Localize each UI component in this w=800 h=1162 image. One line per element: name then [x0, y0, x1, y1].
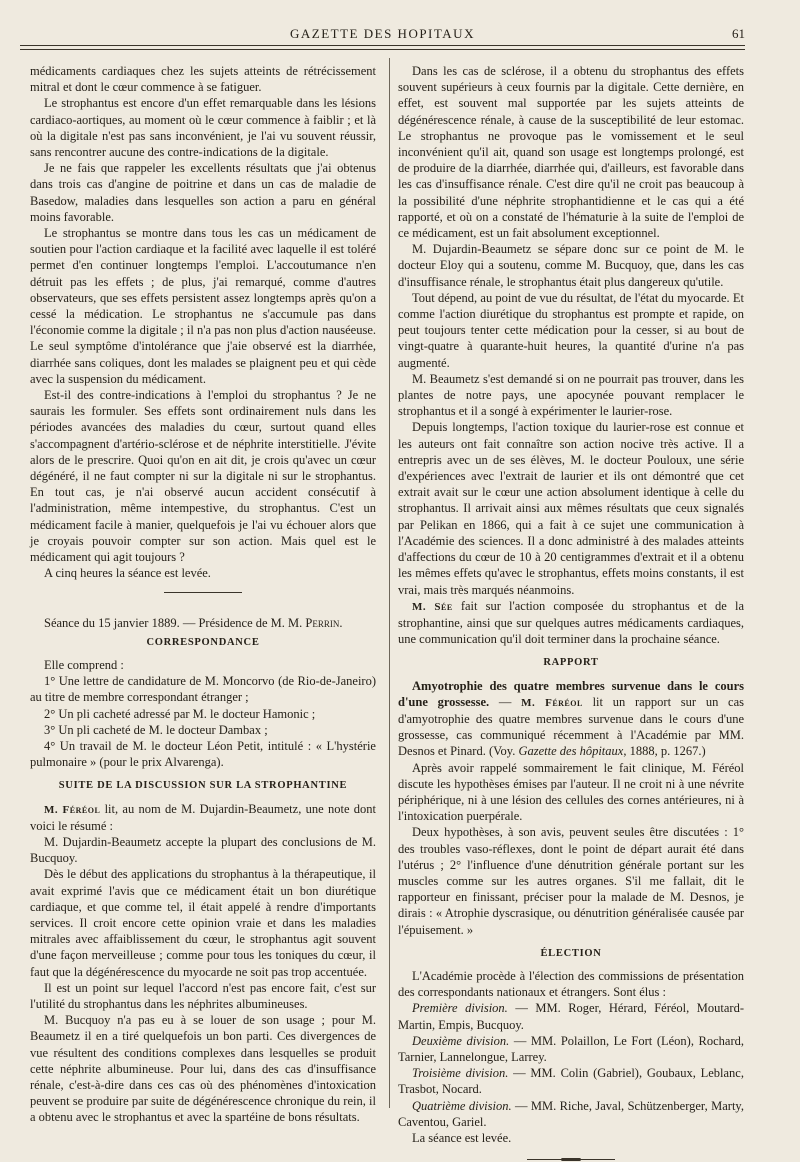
- paragraph: Le strophantus est encore d'un effet remarquable dans les lésions cardiaco-aortiques, au moment où le cœur commence à faiblir ; et là où la digitale n'est pas sans inconvénient, je l'ai vu souvent réussir, sans rencontrer aucune des contre-indications de la digitale.: [30, 96, 376, 160]
- end-ornament: [527, 1158, 615, 1162]
- division-label: Troisième division.: [412, 1066, 509, 1081]
- running-title: GAZETTE DES HOPITAUX: [290, 26, 475, 41]
- election-heading: ÉLECTION: [540, 947, 602, 959]
- list-item: 3° Un pli cacheté de M. le docteur Dambax ;: [44, 722, 268, 737]
- rapport-title: Amyotrophie des quatre membres survenue dans le cours d'une grossesse.: [398, 678, 744, 709]
- header-rule-top: [20, 45, 745, 46]
- column-divider: [389, 58, 390, 1108]
- rapport-reference-tail: , 1888, p. 1267.): [623, 744, 706, 759]
- paragraph: [398, 1065, 744, 1097]
- paragraph: L'Académie procède à l'élection des commissions de présentation des correspondants nationaux et étrangers. Sont élus :: [398, 968, 744, 1000]
- division-label: Première division.: [412, 1001, 508, 1016]
- rapport-heading: RAPPORT: [543, 657, 599, 669]
- paragraph: Deux hypothèses, à son avis, peuvent seules être discutées : 1° des troubles vaso-réflexes, dont le point de départ aurait été dans l'utérus ; 2° l'influence d'une dénutrition générale portant sur les muscles comme sur les autres organes. S'il me fallait, dit le rapporteur en finissant, préciser pour la malade de M. Desnos, je dirais : « Atrophie dyscrasique, ou dénutrition généralisée causée par l'épuisement. »: [398, 825, 744, 937]
- paragraph: M. Bucquoy n'a pas eu à se louer de son usage ; pour M. Beaumetz il en a tiré quelquefois un bon parti. Ces divergences de vue résultent des conditions complexes dans lesquelles se produit cette néphrite albumineuse. Pour lui, dans des cas d'insuffisance rénale, c'est-à-dire dans ces cas où des phénomènes d'intoxication peuvent se produire par suite de dégénérescence chronique du rein, il a obtenu avec le strophantus et avec la spartéine de bons résultats.: [30, 1013, 376, 1125]
- speaker-text: lit, au nom de M. Dujardin-Beaumetz, une note dont voici le résumé :: [30, 801, 377, 833]
- section-separator: [164, 592, 242, 593]
- division-label: Deuxième division.: [412, 1033, 510, 1048]
- paragraph: [30, 801, 376, 834]
- division-members: — MM. Polaillon, Le Fort (Léon), Rochard, Tarnier, Lannelongue, Larrey.: [398, 1033, 744, 1064]
- speaker-text: fait sur l'action composée du strophantus et de la strophantine, ainsi que sur quelques autres médicaments cardiaques, une communication qu'il doit terminer dans la prochaine séance.: [398, 598, 744, 647]
- paragraph: M. Dujardin-Beaumetz se sépare donc sur ce point de M. le docteur Eloy qui a soutenu, comme M. Bucquoy, que, dans les cas d'insuffisance rénale, le strophantus était plus dangereux qu'utile.: [398, 242, 744, 289]
- seance-heading: [30, 615, 376, 631]
- right-column: [398, 63, 744, 1162]
- discussion-heading: SUITE DE LA DISCUSSION SUR LA STROPHANTINE: [58, 780, 348, 792]
- seance-president: Perrin.: [305, 615, 343, 630]
- division-label: Quatrième division.: [412, 1098, 512, 1113]
- seance-text: Séance du 15 janvier 1889. — Présidence de M. M.: [44, 615, 306, 630]
- paragraph: médicaments cardiaques chez les sujets atteints de rétrécissement mitral et dont le cœur commence à se fatiguer.: [30, 64, 376, 95]
- rapport-reference: Gazette des hôpitaux: [518, 744, 624, 759]
- division-members: — MM. Roger, Hérard, Féréol, Moutard-Martin, Empis, Bucquoy.: [398, 1001, 744, 1032]
- page-number: 61: [732, 26, 745, 41]
- left-column: [30, 63, 376, 1126]
- paragraph: Dès le début des applications du strophantus à la thérapeutique, il avait exprimé l'avis que ce médicament était un bon diurétique cardiaque, et que comme tel, il était appelé à rendre d'importants services. Il croit encore cette opinion vraie et dans les maladies mitrales avec affaiblissement du cœur, le strophantus agit souvent d'une façon merveilleuse ; comme pour tous les toniques du cœur, il faut que la dégénérescence du myocarde ne soit pas trop accentuée.: [30, 867, 376, 979]
- paragraph: Depuis longtemps, l'action toxique du laurier-rose est connue et les auteurs ont fait connaître son action nocive très active. Il a entrepris avec un de ses élèves, M. le docteur Pouloux, une série d'expériences avec l'extrait de laurier et ils ont démontré que cet extrait avait sur le cœur une action absolument identique à celle du strophantus. Il arrivait ainsi aux mêmes résultats que ceux signalés par Pelikan en 1866, qui a fait à ce sujet une communication à l'Académie des sciences. Il a donc administré à des malades atteints d'affections du cœur de 10 à 20 centigrammes d'extrait et il a obtenu les mêmes effets qu'avec le strophantus, effets moins constants, il est vrai, mais très marqués néanmoins.: [398, 420, 744, 597]
- paragraph: Tout dépend, au point de vue du résultat, de l'état du myocarde. Et comme l'action diurétique du strophantus est prompte et rapide, on peut toujours tenter cette médication pour la cesser, si au bout de vingt-quatre à quarante-huit heures, la quantité d'urine n'a pas augmenté.: [398, 290, 744, 370]
- paragraph: [398, 598, 744, 648]
- correspondance-heading: CORRESPONDANCE: [146, 636, 260, 648]
- list-item: 4° Un travail de M. le docteur Léon Petit, intitulé : « L'hystérie pulmonaire » (pour le prix Alvarenga).: [30, 738, 376, 770]
- paragraph: [398, 1033, 744, 1065]
- paragraph: Dans les cas de sclérose, il a obtenu du strophantus des effets souvent supérieurs à ceux fournis par la digitale. Cette dernière, en effet, est souvent mal supportée par les sujets atteints de dégénérescence rénale, à cause de la susceptibilité de leur estomac. Le strophantus ne provoque pas le vomissement et le seul inconvénient qu'il ait, quand son usage est longtemps prolongé, est de produire de la diarrhée, diarrhée qui, d'ailleurs, est favorable dans les cas d'insuffisance rénale. C'est dire qu'il ne croit pas beaucoup à la possibilité d'une néphrite strophantidienne et le cas qui a été rapporté, et où on a constaté de l'hématurie à la suite de l'emploi de ce médicament, est un fait absolument exceptionnel.: [398, 64, 744, 241]
- list-item: 2° Un pli cacheté adressé par M. le docteur Hamonic ;: [44, 706, 316, 721]
- division-members: — MM. Colin (Gabriel), Goubaux, Leblanc, Trasbot, Nocard.: [398, 1066, 744, 1097]
- rapport-dash: —: [489, 694, 522, 709]
- paragraph: Le strophantus se montre dans tous les cas un médicament de soutien pour l'action cardiaque et la facilité avec laquelle il est toléré permet d'en continuer longtemps l'emploi. L'accoutumance n'en détruit pas les effets ; de plus, j'ai remarqué, comme d'autres observateurs, que ses effets persistent assez longtemps après qu'on a cessé la médication. Le strophantus ne s'accumule pas dans l'économie comme la digitale ; il n'a pas non plus d'action nauséeuse. Le seul symptôme d'intolérance que j'aie observé est la diarrhée, diarrhée sans coliques, dont les malades se plaignent peu et qui cède avec la suspension du médicament.: [30, 226, 376, 386]
- paragraph: Après avoir rappelé sommairement le fait clinique, M. Féréol discute les hypothèses émises par l'auteur. Il ne croit ni à une névrite périphérique, ni à une lésion des cellules des cornes antérieures, ni à l'intoxication puerpérale.: [398, 760, 744, 824]
- paragraph: Je ne fais que rappeler les excellents résultats que j'ai obtenus dans trois cas d'angine de poitrine et dans un cas de maladie de Basedow, maladies dans lesquelles son action a paru en général moins favorable.: [30, 161, 376, 224]
- paragraph: [398, 678, 744, 760]
- paragraph: [398, 1098, 744, 1130]
- paragraph: Elle comprend :: [44, 657, 124, 672]
- paragraph: A cinq heures la séance est levée.: [44, 566, 211, 581]
- speaker-name: M. Sée: [412, 600, 453, 613]
- division-members: — MM. Riche, Javal, Schützenberger, Marty, Caventou, Gariel.: [398, 1098, 744, 1129]
- paragraph: M. Dujardin-Beaumetz accepte la plupart des conclusions de M. Bucquoy.: [30, 834, 376, 866]
- speaker-name: M. Féréol: [44, 803, 101, 816]
- speaker-name: M. Féréol: [521, 696, 583, 709]
- paragraph: La séance est levée.: [412, 1131, 512, 1145]
- rapport-text: lit un rapport sur un cas d'amyotrophie des quatre membres survenue dans le cours d'une grossesse, cas communiqué récemment à l'Académie par MM. Desnos et Pinard. (Voy.: [398, 694, 745, 759]
- paragraph: Il est un point sur lequel l'accord n'est pas encore fait, c'est sur l'utilité du strophantus dans les néphrites albumineuses.: [30, 980, 376, 1011]
- paragraph: Est-il des contre-indications à l'emploi du strophantus ? Je ne saurais les formuler. Ses effets sont ordinairement nuls dans les périodes avancées des maladies du cœur, surtout quand elles s'accompagnent d'artério-sclérose et de néphrite interstitielle. J'évite alors de le prescrire. Quoi qu'on en ait dit, je crois qu'avec un cœur dégénéré, il ne faut compter ni sur la digitale ni sur le strophantus. En tout cas, je n'ai observé aucun accident consécutif à l'administration, même intempestive, du strophantus. C'est un médicament facile à manier, quelquefois je l'ai vu échouer alors que je croyais pouvoir compter sur son action. Mais quel est le médicament qui agit toujours ?: [30, 388, 376, 565]
- paragraph: [398, 1000, 744, 1032]
- paragraph: M. Beaumetz s'est demandé si on ne pourrait pas trouver, dans les plantes de notre pays, une apocynée pouvant remplacer le strophantus et il a songé à expérimenter le laurier-rose.: [398, 371, 744, 419]
- list-item: 1° Une lettre de candidature de M. Moncorvo (de Rio-de-Janeiro) au titre de membre correspondant étranger ;: [30, 674, 376, 705]
- header-rule-bottom: [20, 49, 745, 50]
